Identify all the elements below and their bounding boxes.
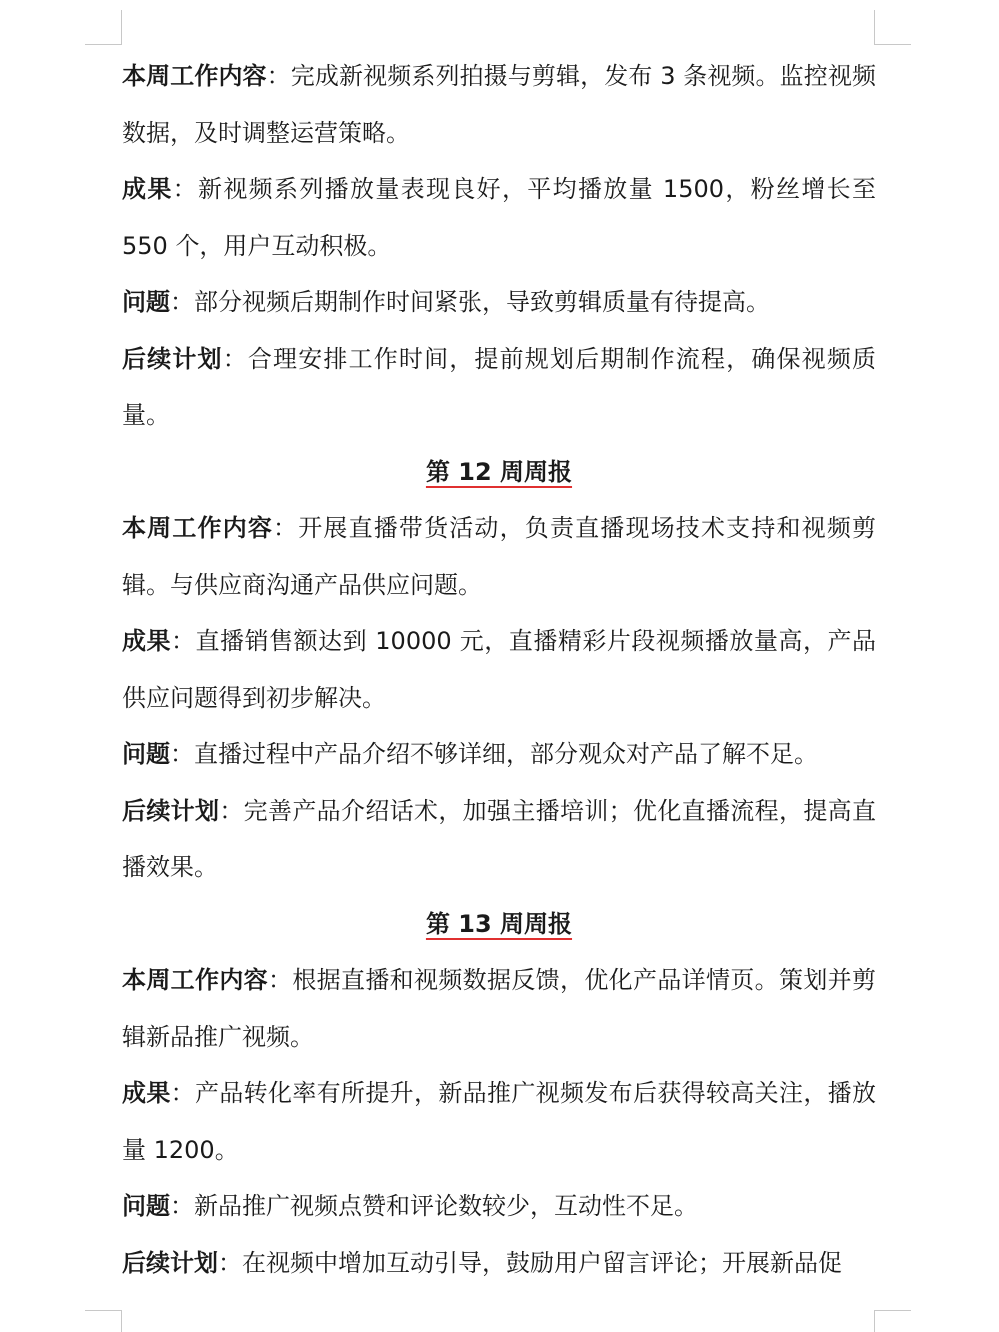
week12-plan-paragraph bbox=[122, 783, 876, 896]
week13-result-paragraph bbox=[122, 1065, 876, 1178]
paragraph-text: ：新视频系列播放量表现良好，平均播放量 1500，粉丝增长至550 个，用户互动积极。 bbox=[122, 175, 876, 260]
paragraph-text: ：在视频中增加互动引导，鼓励用户留言评论；开展新品促 bbox=[218, 1248, 842, 1277]
paragraph-text: ：合理安排工作时间，提前规划后期制作流程，确保视频质量。 bbox=[122, 344, 877, 429]
paragraph-label: 问题 bbox=[122, 288, 170, 316]
week13-problem-paragraph bbox=[122, 1178, 876, 1235]
paragraph-text: ：完成新视频系列拍摄与剪辑，发布 3 条视频。监控视频数据，及时调整运营策略。 bbox=[122, 62, 876, 147]
paragraph-text: ：部分视频后期制作时间紧张，导致剪辑质量有待提高。 bbox=[170, 288, 770, 316]
heading-text: 第 13 周周报 bbox=[425, 909, 573, 938]
week13-heading bbox=[122, 896, 876, 953]
paragraph-label: 本周工作内容 bbox=[122, 62, 267, 90]
week13-plan-paragraph bbox=[122, 1235, 876, 1292]
paragraph-label: 后续计划 bbox=[122, 1248, 218, 1277]
week12-problem-paragraph bbox=[122, 726, 876, 783]
paragraph-text: ：根据直播和视频数据反馈，优化产品详情页。策划并剪辑新品推广视频。 bbox=[122, 966, 876, 1051]
paragraph-label: 后续计划 bbox=[122, 344, 223, 373]
paragraph-label: 后续计划 bbox=[122, 796, 220, 825]
paragraph-label: 成果 bbox=[122, 1079, 171, 1107]
paragraph-label: 问题 bbox=[122, 740, 170, 768]
paragraph-text: ：直播销售额达到 10000 元，直播精彩片段视频播放量高，产品供应问题得到初步解决。 bbox=[122, 627, 876, 712]
week12-work-paragraph bbox=[122, 500, 876, 613]
paragraph-label: 成果 bbox=[122, 175, 173, 203]
heading-text: 第 12 周周报 bbox=[425, 457, 573, 486]
week13-work-paragraph bbox=[122, 952, 876, 1065]
week11-plan-paragraph bbox=[122, 331, 876, 444]
paragraph-label: 本周工作内容 bbox=[122, 514, 274, 542]
paragraph-label: 成果 bbox=[122, 627, 172, 655]
crop-mark-top-right bbox=[874, 10, 911, 45]
week11-result-paragraph bbox=[122, 161, 876, 274]
crop-mark-bottom-left bbox=[85, 1310, 122, 1332]
week12-heading bbox=[122, 444, 876, 501]
paragraph-text: ：完善产品介绍话术，加强主播培训；优化直播流程，提高直播效果。 bbox=[122, 796, 877, 881]
crop-mark-bottom-right bbox=[874, 1310, 911, 1332]
crop-mark-top-left bbox=[85, 10, 122, 45]
paragraph-label: 问题 bbox=[122, 1192, 170, 1220]
paragraph-text: ：直播过程中产品介绍不够详细，部分观众对产品了解不足。 bbox=[170, 740, 818, 768]
document-body bbox=[122, 48, 876, 1291]
week11-problem-paragraph bbox=[122, 274, 876, 331]
paragraph-label: 本周工作内容 bbox=[122, 966, 268, 994]
paragraph-text: ：产品转化率有所提升，新品推广视频发布后获得较高关注，播放量 1200。 bbox=[122, 1079, 877, 1164]
week11-work-paragraph bbox=[122, 48, 876, 161]
paragraph-text: ：新品推广视频点赞和评论数较少，互动性不足。 bbox=[170, 1192, 698, 1220]
paragraph-text: ：开展直播带货活动，负责直播现场技术支持和视频剪辑。与供应商沟通产品供应问题。 bbox=[122, 514, 877, 599]
week12-result-paragraph bbox=[122, 613, 876, 726]
